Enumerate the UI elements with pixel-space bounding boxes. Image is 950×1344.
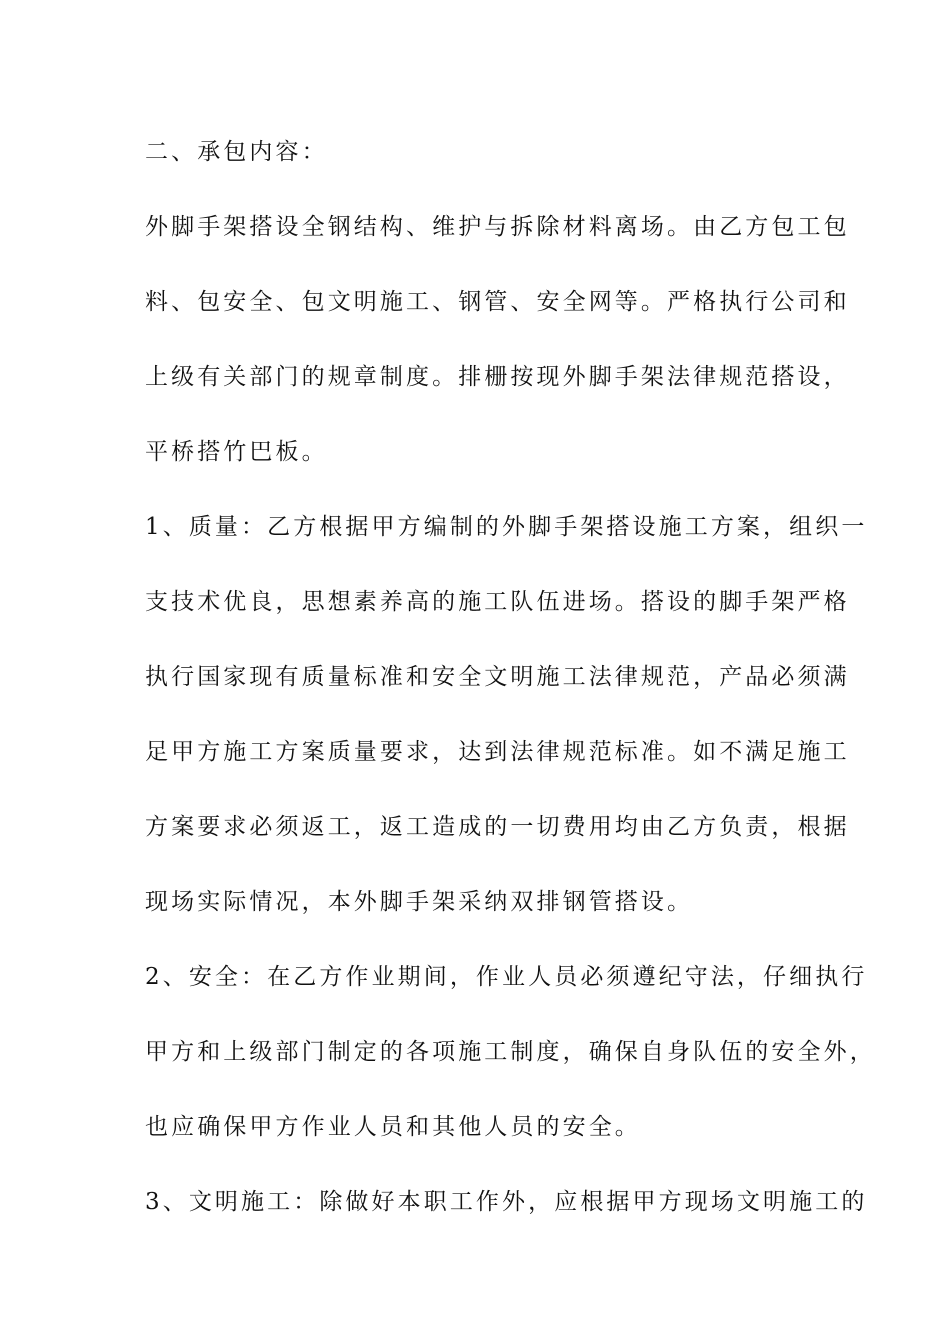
paragraph-line: 足甲方施工方案质量要求，达到法律规范标准。如不满足施工 <box>145 739 850 765</box>
paragraph-line: 也应确保甲方作业人员和其他人员的安全。 <box>145 1114 641 1140</box>
paragraph-line: 平桥搭竹巴板。 <box>145 439 328 465</box>
paragraph-line: 3、文明施工：除做好本职工作外，应根据甲方现场文明施工的 <box>145 1189 868 1215</box>
paragraph-line: 料、包安全、包文明施工、钢管、安全网等。严格执行公司和 <box>145 289 850 315</box>
paragraph-line: 外脚手架搭设全钢结构、维护与拆除材料离场。由乙方包工包 <box>145 214 850 240</box>
paragraph-line: 2、安全：在乙方作业期间，作业人员必须遵纪守法，仔细执行 <box>145 964 868 990</box>
paragraph-line: 现场实际情况，本外脚手架采纳双排钢管搭设。 <box>145 889 694 915</box>
paragraph-line: 甲方和上级部门制定的各项施工制度，确保自身队伍的安全外， <box>145 1039 876 1065</box>
section-heading: 二、承包内容： <box>145 139 328 165</box>
paragraph-line: 1、质量：乙方根据甲方编制的外脚手架搭设施工方案，组织一 <box>145 514 868 540</box>
paragraph-line: 方案要求必须返工，返工造成的一切费用均由乙方负责，根据 <box>145 814 850 840</box>
paragraph-line: 执行国家现有质量标准和安全文明施工法律规范，产品必须满 <box>145 664 850 690</box>
paragraph-line: 支技术优良，思想素养高的施工队伍进场。搭设的脚手架严格 <box>145 589 850 615</box>
paragraph-line: 上级有关部门的规章制度。排栅按现外脚手架法律规范搭设， <box>145 364 850 390</box>
